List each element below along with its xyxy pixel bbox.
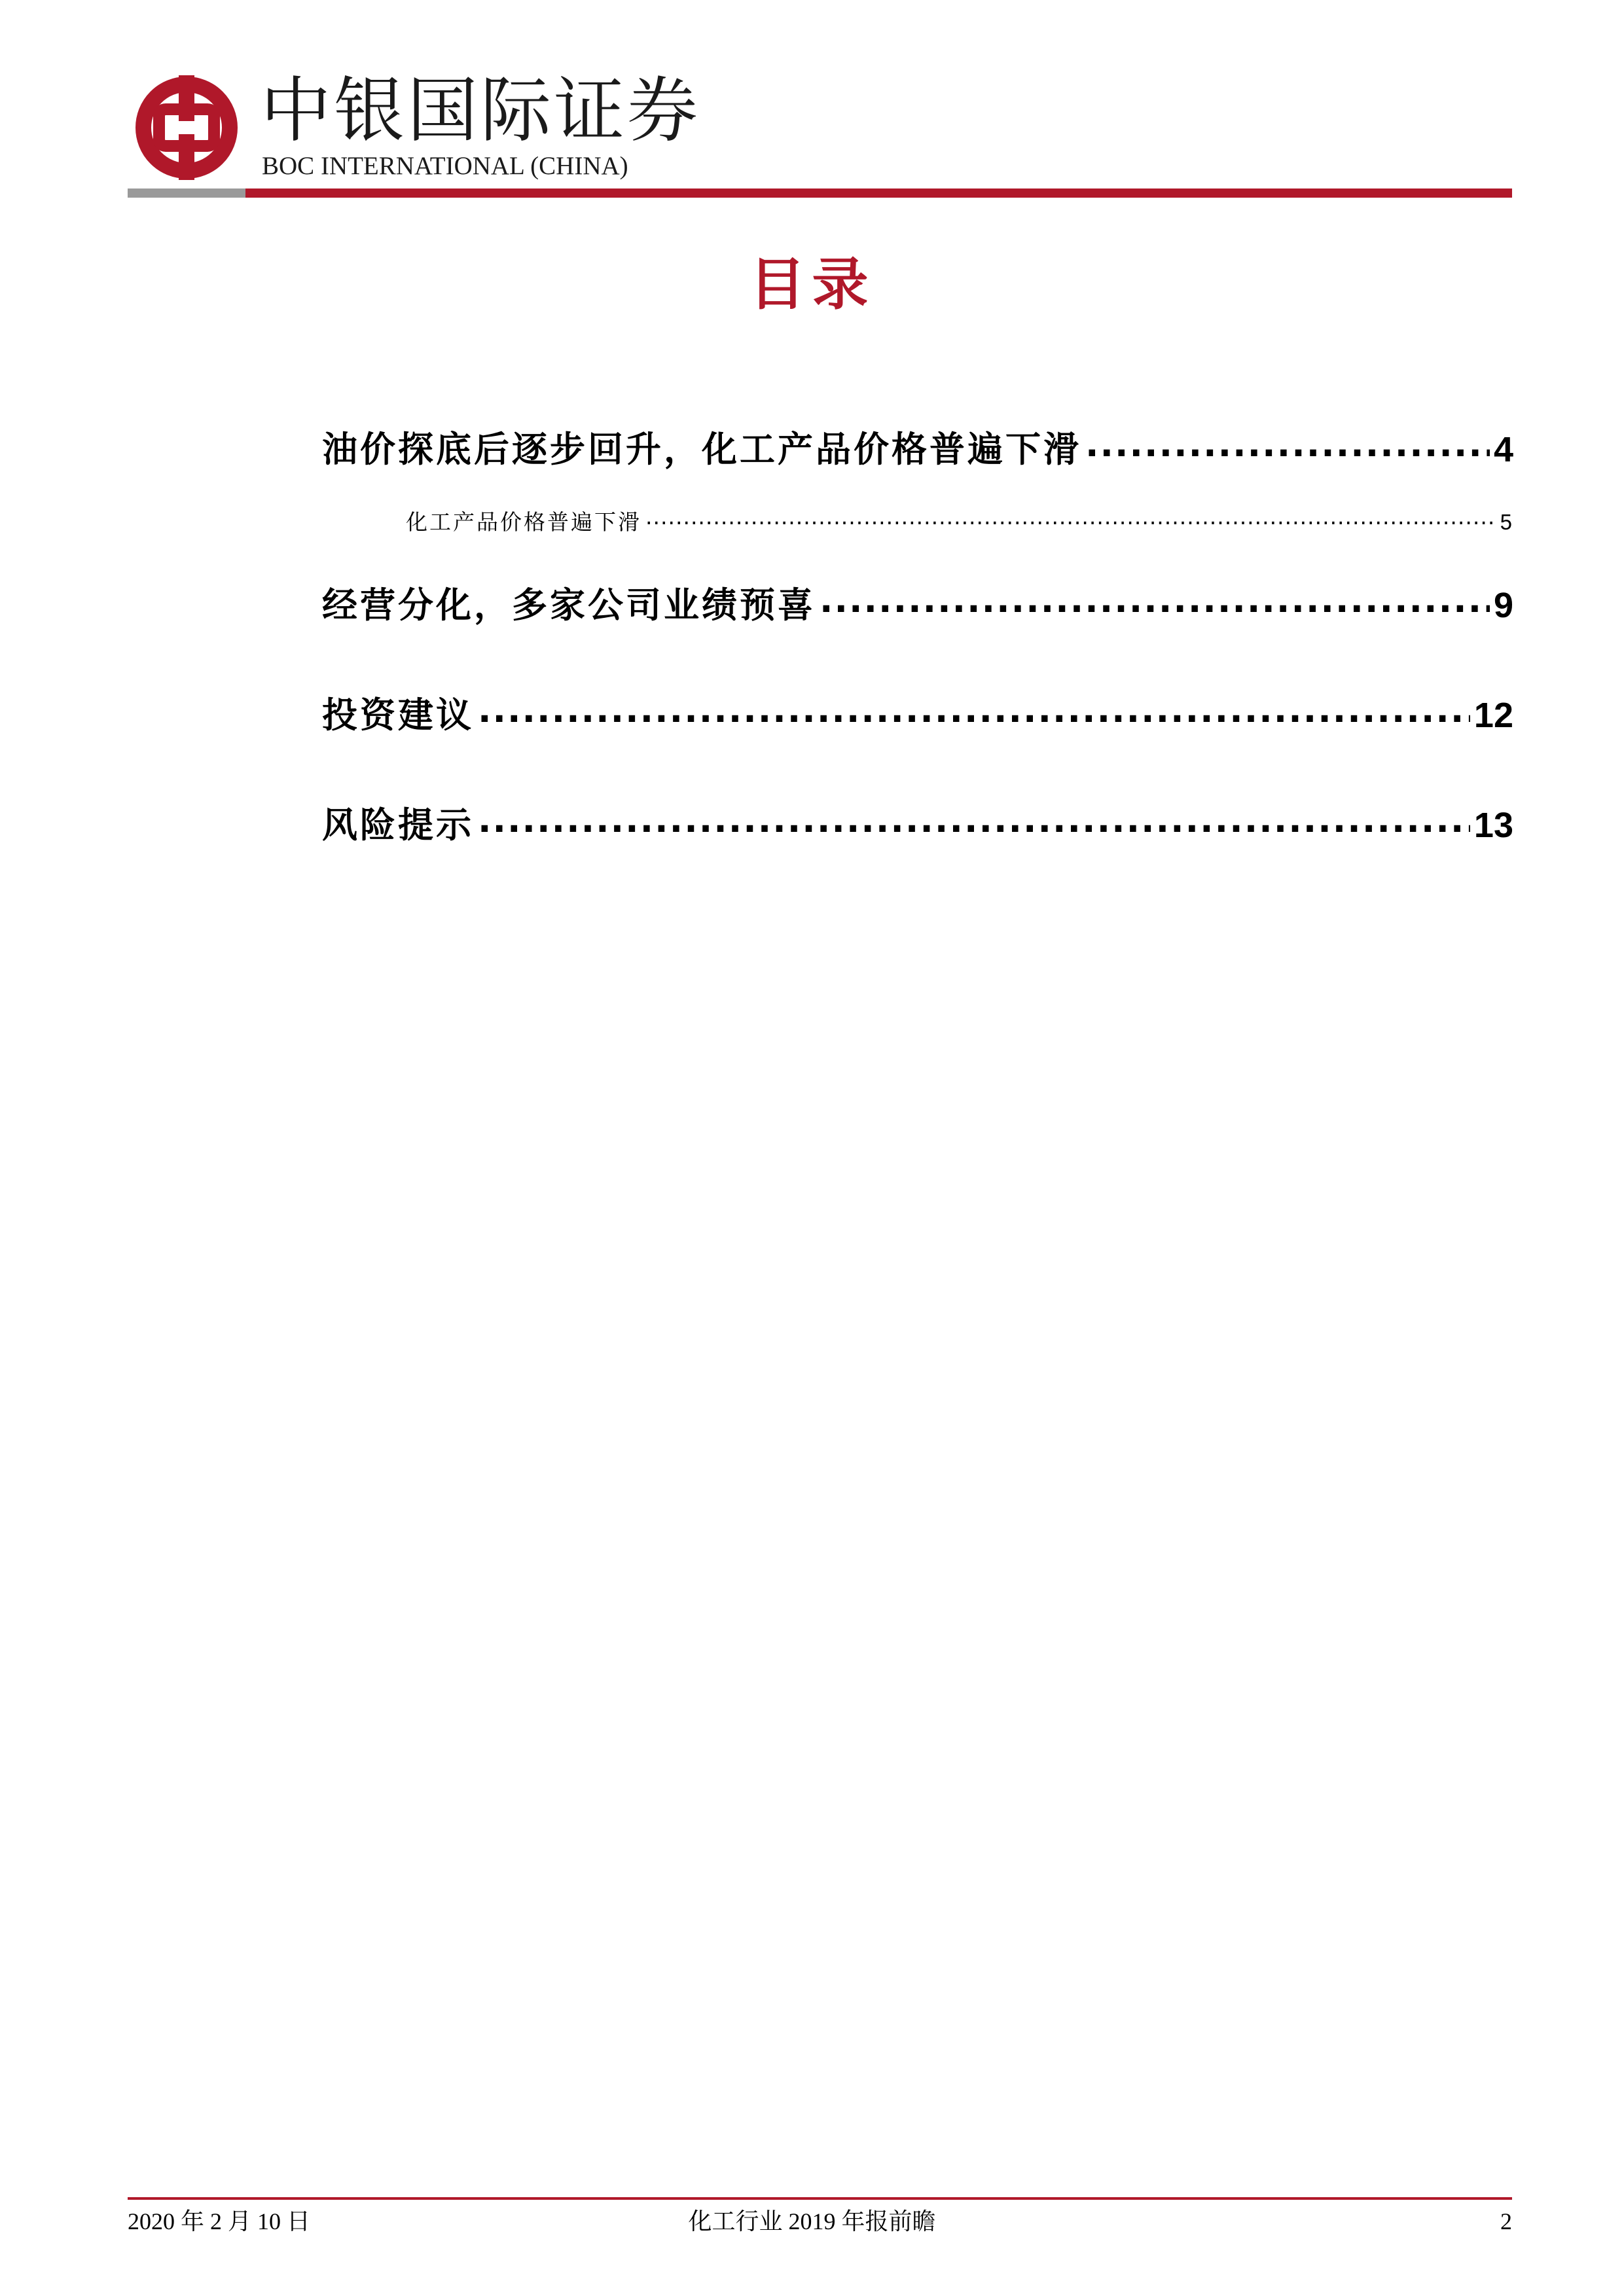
toc-entry-text: 风险提示 [322, 804, 474, 846]
toc-entry-page: 12 [1473, 696, 1513, 735]
toc-entry-page: 4 [1493, 430, 1513, 469]
header-divider-grey [128, 188, 245, 198]
toc-title: 目录 [749, 252, 875, 317]
toc-dot-leader [820, 577, 1490, 623]
company-name-cn: 中银国际证券 [261, 70, 701, 152]
boc-logo-icon [134, 75, 239, 180]
toc-entry-text: 油价探底后逐步回升，化工产品价格普遍下滑 [322, 429, 1081, 470]
toc-dot-leader [478, 687, 1470, 733]
toc-subentry[interactable] [406, 507, 1512, 537]
footer-divider [128, 2197, 1512, 2200]
toc-entry-text: 投资建议 [322, 694, 474, 736]
header-divider-red [245, 188, 1512, 198]
footer-report-title: 化工行业 2019 年报前瞻 [688, 2208, 936, 2234]
toc-entry-page: 5 [1500, 510, 1512, 534]
toc-entry[interactable] [322, 427, 1513, 473]
toc-entry-page: 13 [1473, 806, 1513, 845]
toc-entry-text: 经营分化，多家公司业绩预喜 [322, 584, 816, 626]
footer-page-number: 2 [1500, 2208, 1512, 2234]
toc-entry-page: 9 [1493, 586, 1513, 625]
company-name-en: BOC INTERNATIONAL (CHINA) [262, 152, 628, 180]
toc-entry[interactable] [322, 802, 1513, 848]
toc-dot-leader [645, 502, 1496, 532]
footer-date: 2020 年 2 月 10 日 [128, 2208, 311, 2234]
toc-entry-text: 化工产品价格普遍下滑 [406, 509, 641, 535]
toc-dot-leader [478, 797, 1470, 843]
toc-entry[interactable] [322, 583, 1513, 628]
toc-dot-leader [1085, 422, 1490, 467]
toc-entry[interactable] [322, 692, 1513, 738]
